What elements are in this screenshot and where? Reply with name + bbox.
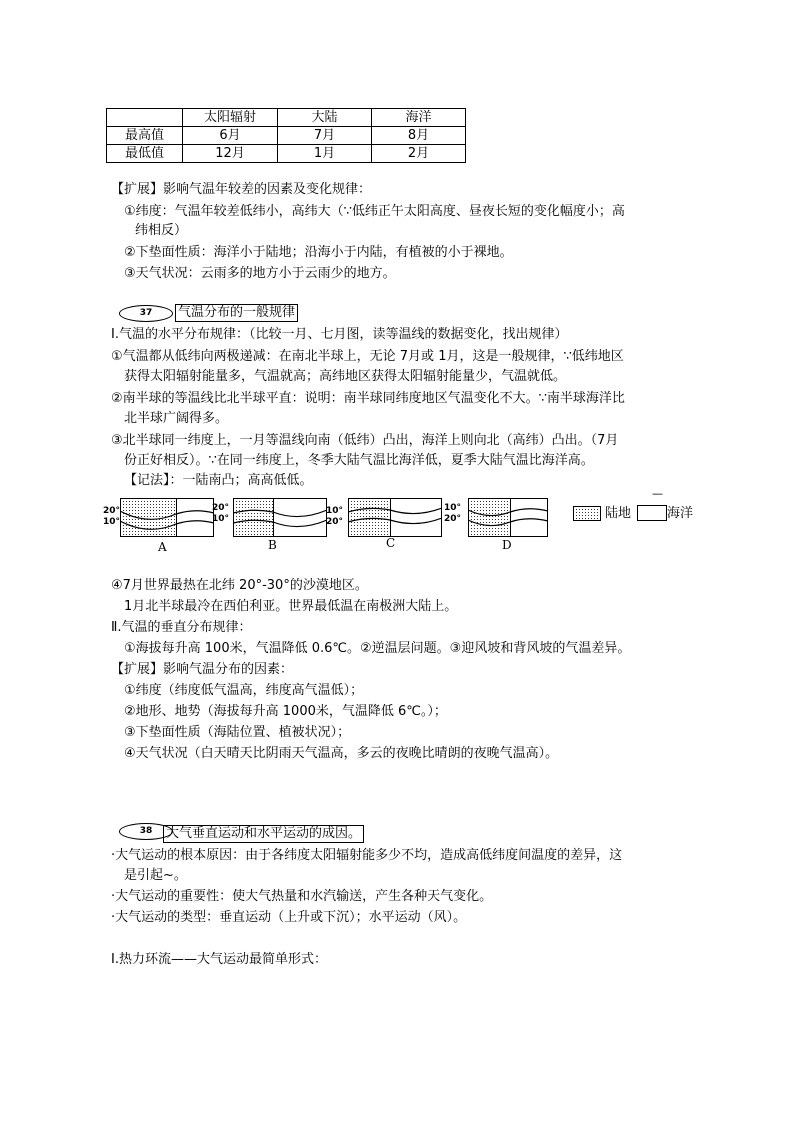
isotherm-diagram-d [468,498,548,538]
table-row [107,145,466,163]
diagram-label: B [268,538,277,552]
table-cell: 1月 [278,145,372,163]
isotherm-label: 20° [444,514,462,524]
land-legend-swatch [573,506,603,522]
table-cell: 12月 [183,145,278,163]
isotherm-label: 10° [212,514,230,524]
paragraph: 北半球广阔得多。 [124,411,229,426]
paragraph: ③下垫面性质（海陆位置、植被状况）； [124,725,351,740]
table-cell: 最高值 [107,127,183,145]
isotherm-label: 10° [444,503,462,513]
paragraph: 是引起~。 [124,868,187,883]
paragraph: ④天气状况（白天晴天比阴雨天气温高，多云的夜晚比晴朗的夜晚气温高）。 [124,746,559,761]
isotherm-diagram-b [233,498,327,538]
paragraph: ·大气运动的类型：垂直运动（上升或下沉）；水平运动（风）。 [111,910,467,925]
paragraph: ①纬度（纬度低气温高，纬度高气温低）； [124,683,364,698]
table-cell: 海洋 [372,109,466,127]
mnemonic: 【记法】：一陆南凸；高高低低。 [124,473,313,488]
diagram-label: C [386,536,396,550]
table-cell: 2月 [372,145,466,163]
paragraph: Ⅰ.气温的水平分布规律：（比较一月、七月图，读等温线的数据变化，找出规律） [111,327,568,342]
paragraph: ·大气运动的根本原因：由于各纬度太阳辐射能多少不均，造成高低纬度间温度的差异，这 [111,848,623,863]
paragraph: ③北半球同一纬度上，一月等温线向南（低纬）凸出，海洋上则向北（高纬）凸出。（7月 [111,433,619,448]
table-cell: 8月 [372,127,466,145]
diagram-label: D [502,538,512,552]
paragraph: ①海拔每升高 100米，气温降低 0.6℃。②逆温层问题。③迎风坡和背风坡的气温差异。 [124,641,631,656]
section-badge: 38 [119,823,173,840]
table-cell: 太阳辐射 [183,109,278,127]
paragraph: ④7月世界最热在北纬 20°-30°的沙漠地区。 [111,578,368,593]
section-title: 大气垂直运动和水平运动的成因。 [163,825,364,843]
isotherm-label: 10° [326,506,344,516]
paragraph: Ⅰ.热力环流——大气运动最简单形式： [111,952,327,967]
table-cell [107,109,183,127]
extension-heading: 【扩展】影响气温分布的因素： [111,662,294,677]
isotherm-label: 20° [212,503,230,513]
paragraph: ③天气状况：云雨多的地方小于云雨少的地方。 [124,266,396,281]
paragraph: ②地形、地势（海拔每升高 1000米，气温降低 6℃。）； [124,704,447,719]
legend-sea-label: 海洋 [667,506,694,521]
paragraph: ①气温都从低纬向两极递减：在南北半球上，无论 7月或 1月，这是一般规律，∵低纬地区 [111,349,624,364]
section-title: 气温分布的一般规律 [175,304,298,322]
paragraph: ·大气运动的重要性：使大气热量和水汽输送，产生各种天气变化。 [111,889,493,904]
table-cell: 7月 [278,127,372,145]
paragraph: 获得太阳辐射能量多，气温就高；高纬地区获得太阳辐射能量少，气温就低。 [124,369,567,384]
paragraph: ②南半球的等温线比北半球平直：说明：南半球同纬度地区气温变化不大。∵南半球海洋比 [111,391,625,406]
legend-land-label: 陆地 [605,506,632,521]
isotherm-diagram-a [120,498,214,538]
paragraph: ②下垫面性质：海洋小于陆地；沿海小于内陆，有植被的小于裸地。 [124,245,513,260]
isotherm-label: 20° [103,506,121,516]
paragraph: 1月北半球最冷在西伯利亚。世界最低温在南极洲大陆上。 [124,599,458,614]
paragraph: ①纬度：气温年较差低纬小，高纬大（∵低纬正午太阳高度、昼夜长短的变化幅度小；高 [124,204,625,219]
table-cell: 6月 [183,127,278,145]
section-badge: 37 [119,305,173,322]
isotherm-diagram-c [348,498,442,538]
table-row [107,127,466,145]
isotherm-label: 20° [326,517,344,527]
table-cell: 最低值 [107,145,183,163]
sea-legend-swatch [637,505,667,521]
isotherm-label: 10° [103,517,121,527]
temperature-extreme-table [106,108,466,163]
paragraph: 纬相反） [135,223,188,238]
legend-mark: — [652,487,663,500]
table-header-row [107,109,466,127]
diagram-label: A [158,540,167,554]
extension-heading: 【扩展】影响气温年较差的因素及变化规律： [111,182,372,197]
paragraph: 份正好相反）。∵在同一纬度上，冬季大陆气温比海洋低，夏季大陆气温比海洋高。 [124,453,594,468]
paragraph: Ⅱ.气温的垂直分布规律： [111,620,252,635]
table-cell: 大陆 [278,109,372,127]
